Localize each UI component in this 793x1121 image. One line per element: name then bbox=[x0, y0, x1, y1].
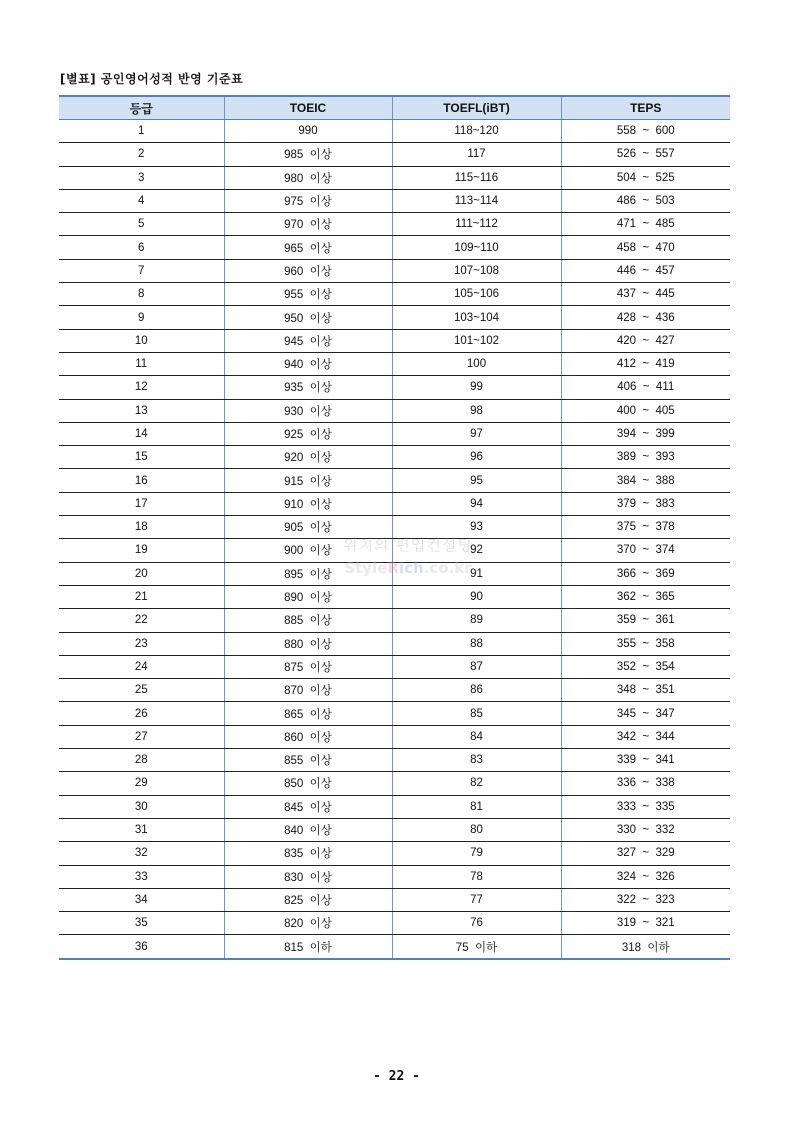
cell-teps: 336 ~ 338 bbox=[561, 772, 730, 795]
cell-grade: 32 bbox=[59, 842, 224, 865]
cell-teps: 379 ~ 383 bbox=[561, 492, 730, 515]
cell-teps: 333 ~ 335 bbox=[561, 795, 730, 818]
cell-grade: 17 bbox=[59, 492, 224, 515]
table-row bbox=[59, 818, 730, 841]
table-row bbox=[59, 283, 730, 306]
cell-toefl: 84 bbox=[392, 725, 561, 748]
cell-teps: 486 ~ 503 bbox=[561, 189, 730, 212]
table-row bbox=[59, 306, 730, 329]
cell-toeic: 890 이상 bbox=[224, 585, 392, 608]
cell-grade: 26 bbox=[59, 702, 224, 725]
cell-toeic: 820 이상 bbox=[224, 912, 392, 935]
cell-teps: 558 ~ 600 bbox=[561, 120, 730, 143]
cell-grade: 7 bbox=[59, 259, 224, 282]
cell-toefl: 89 bbox=[392, 609, 561, 632]
cell-grade: 4 bbox=[59, 189, 224, 212]
cell-toefl: 111~112 bbox=[392, 213, 561, 236]
table-row bbox=[59, 935, 730, 959]
cell-grade: 8 bbox=[59, 283, 224, 306]
table-row bbox=[59, 562, 730, 585]
cell-teps: 504 ~ 525 bbox=[561, 166, 730, 189]
cell-grade: 3 bbox=[59, 166, 224, 189]
cell-grade: 25 bbox=[59, 679, 224, 702]
cell-toeic: 960 이상 bbox=[224, 259, 392, 282]
cell-toefl: 83 bbox=[392, 749, 561, 772]
cell-grade: 12 bbox=[59, 376, 224, 399]
table-row bbox=[59, 865, 730, 888]
header-row bbox=[59, 96, 730, 120]
cell-teps: 359 ~ 361 bbox=[561, 609, 730, 632]
table-row bbox=[59, 702, 730, 725]
table-row bbox=[59, 469, 730, 492]
table-row bbox=[59, 888, 730, 911]
cell-teps: 327 ~ 329 bbox=[561, 842, 730, 865]
cell-toefl: 75 이하 bbox=[392, 935, 561, 959]
cell-teps: 348 ~ 351 bbox=[561, 679, 730, 702]
cell-toefl: 115~116 bbox=[392, 166, 561, 189]
cell-grade: 5 bbox=[59, 213, 224, 236]
cell-toeic: 935 이상 bbox=[224, 376, 392, 399]
cell-toefl: 101~102 bbox=[392, 329, 561, 352]
cell-teps: 406 ~ 411 bbox=[561, 376, 730, 399]
table-row bbox=[59, 585, 730, 608]
cell-toeic: 865 이상 bbox=[224, 702, 392, 725]
cell-teps: 375 ~ 378 bbox=[561, 516, 730, 539]
table-row bbox=[59, 143, 730, 166]
cell-toefl: 78 bbox=[392, 865, 561, 888]
cell-toeic: 940 이상 bbox=[224, 352, 392, 375]
cell-teps: 355 ~ 358 bbox=[561, 632, 730, 655]
cell-toeic: 815 이하 bbox=[224, 935, 392, 959]
cell-teps: 389 ~ 393 bbox=[561, 446, 730, 469]
cell-teps: 394 ~ 399 bbox=[561, 422, 730, 445]
cell-toeic: 980 이상 bbox=[224, 166, 392, 189]
cell-teps: 366 ~ 369 bbox=[561, 562, 730, 585]
cell-grade: 16 bbox=[59, 469, 224, 492]
cell-toeic: 990 bbox=[224, 120, 392, 143]
cell-toefl: 81 bbox=[392, 795, 561, 818]
cell-teps: 345 ~ 347 bbox=[561, 702, 730, 725]
cell-teps: 322 ~ 323 bbox=[561, 888, 730, 911]
cell-toeic: 930 이상 bbox=[224, 399, 392, 422]
watermark-text: 위치의 편입컨설팅 bbox=[343, 536, 473, 554]
table-row bbox=[59, 609, 730, 632]
watermark-url-part: Style bbox=[344, 559, 388, 577]
cell-teps: 339 ~ 341 bbox=[561, 749, 730, 772]
cell-teps: 446 ~ 457 bbox=[561, 259, 730, 282]
cell-toefl: 85 bbox=[392, 702, 561, 725]
table-row bbox=[59, 516, 730, 539]
cell-toefl: 113~114 bbox=[392, 189, 561, 212]
cell-toefl: 82 bbox=[392, 772, 561, 795]
header-teps: TEPS bbox=[561, 96, 730, 120]
cell-grade: 1 bbox=[59, 120, 224, 143]
cell-teps: 458 ~ 470 bbox=[561, 236, 730, 259]
cell-teps: 362 ~ 365 bbox=[561, 585, 730, 608]
table-row bbox=[59, 795, 730, 818]
cell-toeic: 945 이상 bbox=[224, 329, 392, 352]
cell-toeic: 850 이상 bbox=[224, 772, 392, 795]
table-row bbox=[59, 213, 730, 236]
cell-toeic: 860 이상 bbox=[224, 725, 392, 748]
cell-toeic: 920 이상 bbox=[224, 446, 392, 469]
cell-toefl: 95 bbox=[392, 469, 561, 492]
cell-grade: 22 bbox=[59, 609, 224, 632]
table-row bbox=[59, 679, 730, 702]
cell-teps: 324 ~ 326 bbox=[561, 865, 730, 888]
cell-grade: 24 bbox=[59, 655, 224, 678]
cell-grade: 18 bbox=[59, 516, 224, 539]
table-row bbox=[59, 352, 730, 375]
cell-grade: 15 bbox=[59, 446, 224, 469]
cell-toefl: 87 bbox=[392, 655, 561, 678]
table-title: [별표] 공인영어성적 반영 기준표 bbox=[60, 72, 244, 86]
table-row bbox=[59, 376, 730, 399]
cell-toeic: 845 이상 bbox=[224, 795, 392, 818]
cell-grade: 14 bbox=[59, 422, 224, 445]
cell-grade: 30 bbox=[59, 795, 224, 818]
cell-grade: 29 bbox=[59, 772, 224, 795]
cell-toeic: 925 이상 bbox=[224, 422, 392, 445]
cell-toefl: 90 bbox=[392, 585, 561, 608]
cell-teps: 428 ~ 436 bbox=[561, 306, 730, 329]
cell-grade: 27 bbox=[59, 725, 224, 748]
table-row bbox=[59, 120, 730, 143]
cell-teps: 526 ~ 557 bbox=[561, 143, 730, 166]
table-row bbox=[59, 725, 730, 748]
header-grade: 등급 bbox=[59, 96, 224, 120]
cell-toeic: 875 이상 bbox=[224, 655, 392, 678]
cell-toeic: 955 이상 bbox=[224, 283, 392, 306]
cell-toeic: 900 이상 bbox=[224, 539, 392, 562]
cell-toeic: 840 이상 bbox=[224, 818, 392, 841]
cell-grade: 20 bbox=[59, 562, 224, 585]
header-toeic: TOEIC bbox=[224, 96, 392, 120]
cell-grade: 6 bbox=[59, 236, 224, 259]
cell-toefl: 99 bbox=[392, 376, 561, 399]
table-row bbox=[59, 539, 730, 562]
cell-toeic: 905 이상 bbox=[224, 516, 392, 539]
table-row bbox=[59, 749, 730, 772]
cell-toeic: 950 이상 bbox=[224, 306, 392, 329]
cell-grade: 19 bbox=[59, 539, 224, 562]
cell-grade: 21 bbox=[59, 585, 224, 608]
cell-grade: 9 bbox=[59, 306, 224, 329]
table-row bbox=[59, 772, 730, 795]
cell-toefl: 118~120 bbox=[392, 120, 561, 143]
table-body bbox=[59, 120, 730, 959]
table-row bbox=[59, 422, 730, 445]
table-row bbox=[59, 259, 730, 282]
cell-grade: 35 bbox=[59, 912, 224, 935]
cell-toefl: 93 bbox=[392, 516, 561, 539]
table-row bbox=[59, 329, 730, 352]
cell-teps: 318 이하 bbox=[561, 935, 730, 959]
cell-toefl: 107~108 bbox=[392, 259, 561, 282]
cell-toeic: 835 이상 bbox=[224, 842, 392, 865]
cell-teps: 352 ~ 354 bbox=[561, 655, 730, 678]
cell-teps: 471 ~ 485 bbox=[561, 213, 730, 236]
cell-grade: 36 bbox=[59, 935, 224, 959]
cell-toefl: 80 bbox=[392, 818, 561, 841]
cell-toefl: 76 bbox=[392, 912, 561, 935]
cell-grade: 2 bbox=[59, 143, 224, 166]
cell-teps: 342 ~ 344 bbox=[561, 725, 730, 748]
watermark-url-part: R bbox=[387, 559, 399, 577]
english-score-table bbox=[59, 95, 730, 960]
table-row bbox=[59, 655, 730, 678]
cell-toefl: 88 bbox=[392, 632, 561, 655]
cell-toefl: 77 bbox=[392, 888, 561, 911]
cell-grade: 10 bbox=[59, 329, 224, 352]
cell-toefl: 105~106 bbox=[392, 283, 561, 306]
cell-toeic: 895 이상 bbox=[224, 562, 392, 585]
watermark-url-part: .co.kr bbox=[423, 559, 472, 577]
cell-teps: 437 ~ 445 bbox=[561, 283, 730, 306]
cell-toefl: 91 bbox=[392, 562, 561, 585]
cell-teps: 420 ~ 427 bbox=[561, 329, 730, 352]
cell-toeic: 880 이상 bbox=[224, 632, 392, 655]
cell-toefl: 94 bbox=[392, 492, 561, 515]
cell-toeic: 915 이상 bbox=[224, 469, 392, 492]
header-toefl: TOEFL(iBT) bbox=[392, 96, 561, 120]
cell-teps: 412 ~ 419 bbox=[561, 352, 730, 375]
cell-toefl: 86 bbox=[392, 679, 561, 702]
cell-toefl: 109~110 bbox=[392, 236, 561, 259]
cell-toefl: 79 bbox=[392, 842, 561, 865]
cell-grade: 31 bbox=[59, 818, 224, 841]
cell-grade: 13 bbox=[59, 399, 224, 422]
table-row bbox=[59, 446, 730, 469]
table-row bbox=[59, 399, 730, 422]
cell-toeic: 975 이상 bbox=[224, 189, 392, 212]
cell-toefl: 100 bbox=[392, 352, 561, 375]
cell-grade: 11 bbox=[59, 352, 224, 375]
table-row bbox=[59, 492, 730, 515]
cell-toeic: 970 이상 bbox=[224, 213, 392, 236]
cell-grade: 28 bbox=[59, 749, 224, 772]
cell-teps: 400 ~ 405 bbox=[561, 399, 730, 422]
table-row bbox=[59, 166, 730, 189]
cell-toefl: 92 bbox=[392, 539, 561, 562]
table-row bbox=[59, 236, 730, 259]
cell-toeic: 965 이상 bbox=[224, 236, 392, 259]
cell-grade: 33 bbox=[59, 865, 224, 888]
cell-toeic: 830 이상 bbox=[224, 865, 392, 888]
cell-toefl: 117 bbox=[392, 143, 561, 166]
cell-toefl: 98 bbox=[392, 399, 561, 422]
cell-teps: 384 ~ 388 bbox=[561, 469, 730, 492]
table-row bbox=[59, 632, 730, 655]
cell-toeic: 985 이상 bbox=[224, 143, 392, 166]
cell-teps: 330 ~ 332 bbox=[561, 818, 730, 841]
table-row bbox=[59, 189, 730, 212]
cell-toeic: 855 이상 bbox=[224, 749, 392, 772]
page-number: - 22 - bbox=[373, 1069, 420, 1084]
cell-grade: 23 bbox=[59, 632, 224, 655]
cell-toefl: 97 bbox=[392, 422, 561, 445]
cell-grade: 34 bbox=[59, 888, 224, 911]
cell-teps: 370 ~ 374 bbox=[561, 539, 730, 562]
cell-toeic: 870 이상 bbox=[224, 679, 392, 702]
cell-toeic: 885 이상 bbox=[224, 609, 392, 632]
cell-toefl: 103~104 bbox=[392, 306, 561, 329]
cell-teps: 319 ~ 321 bbox=[561, 912, 730, 935]
cell-toefl: 96 bbox=[392, 446, 561, 469]
table-row bbox=[59, 842, 730, 865]
table-row bbox=[59, 912, 730, 935]
cell-toeic: 825 이상 bbox=[224, 888, 392, 911]
watermark-url-part: ich bbox=[398, 559, 424, 577]
cell-toeic: 910 이상 bbox=[224, 492, 392, 515]
